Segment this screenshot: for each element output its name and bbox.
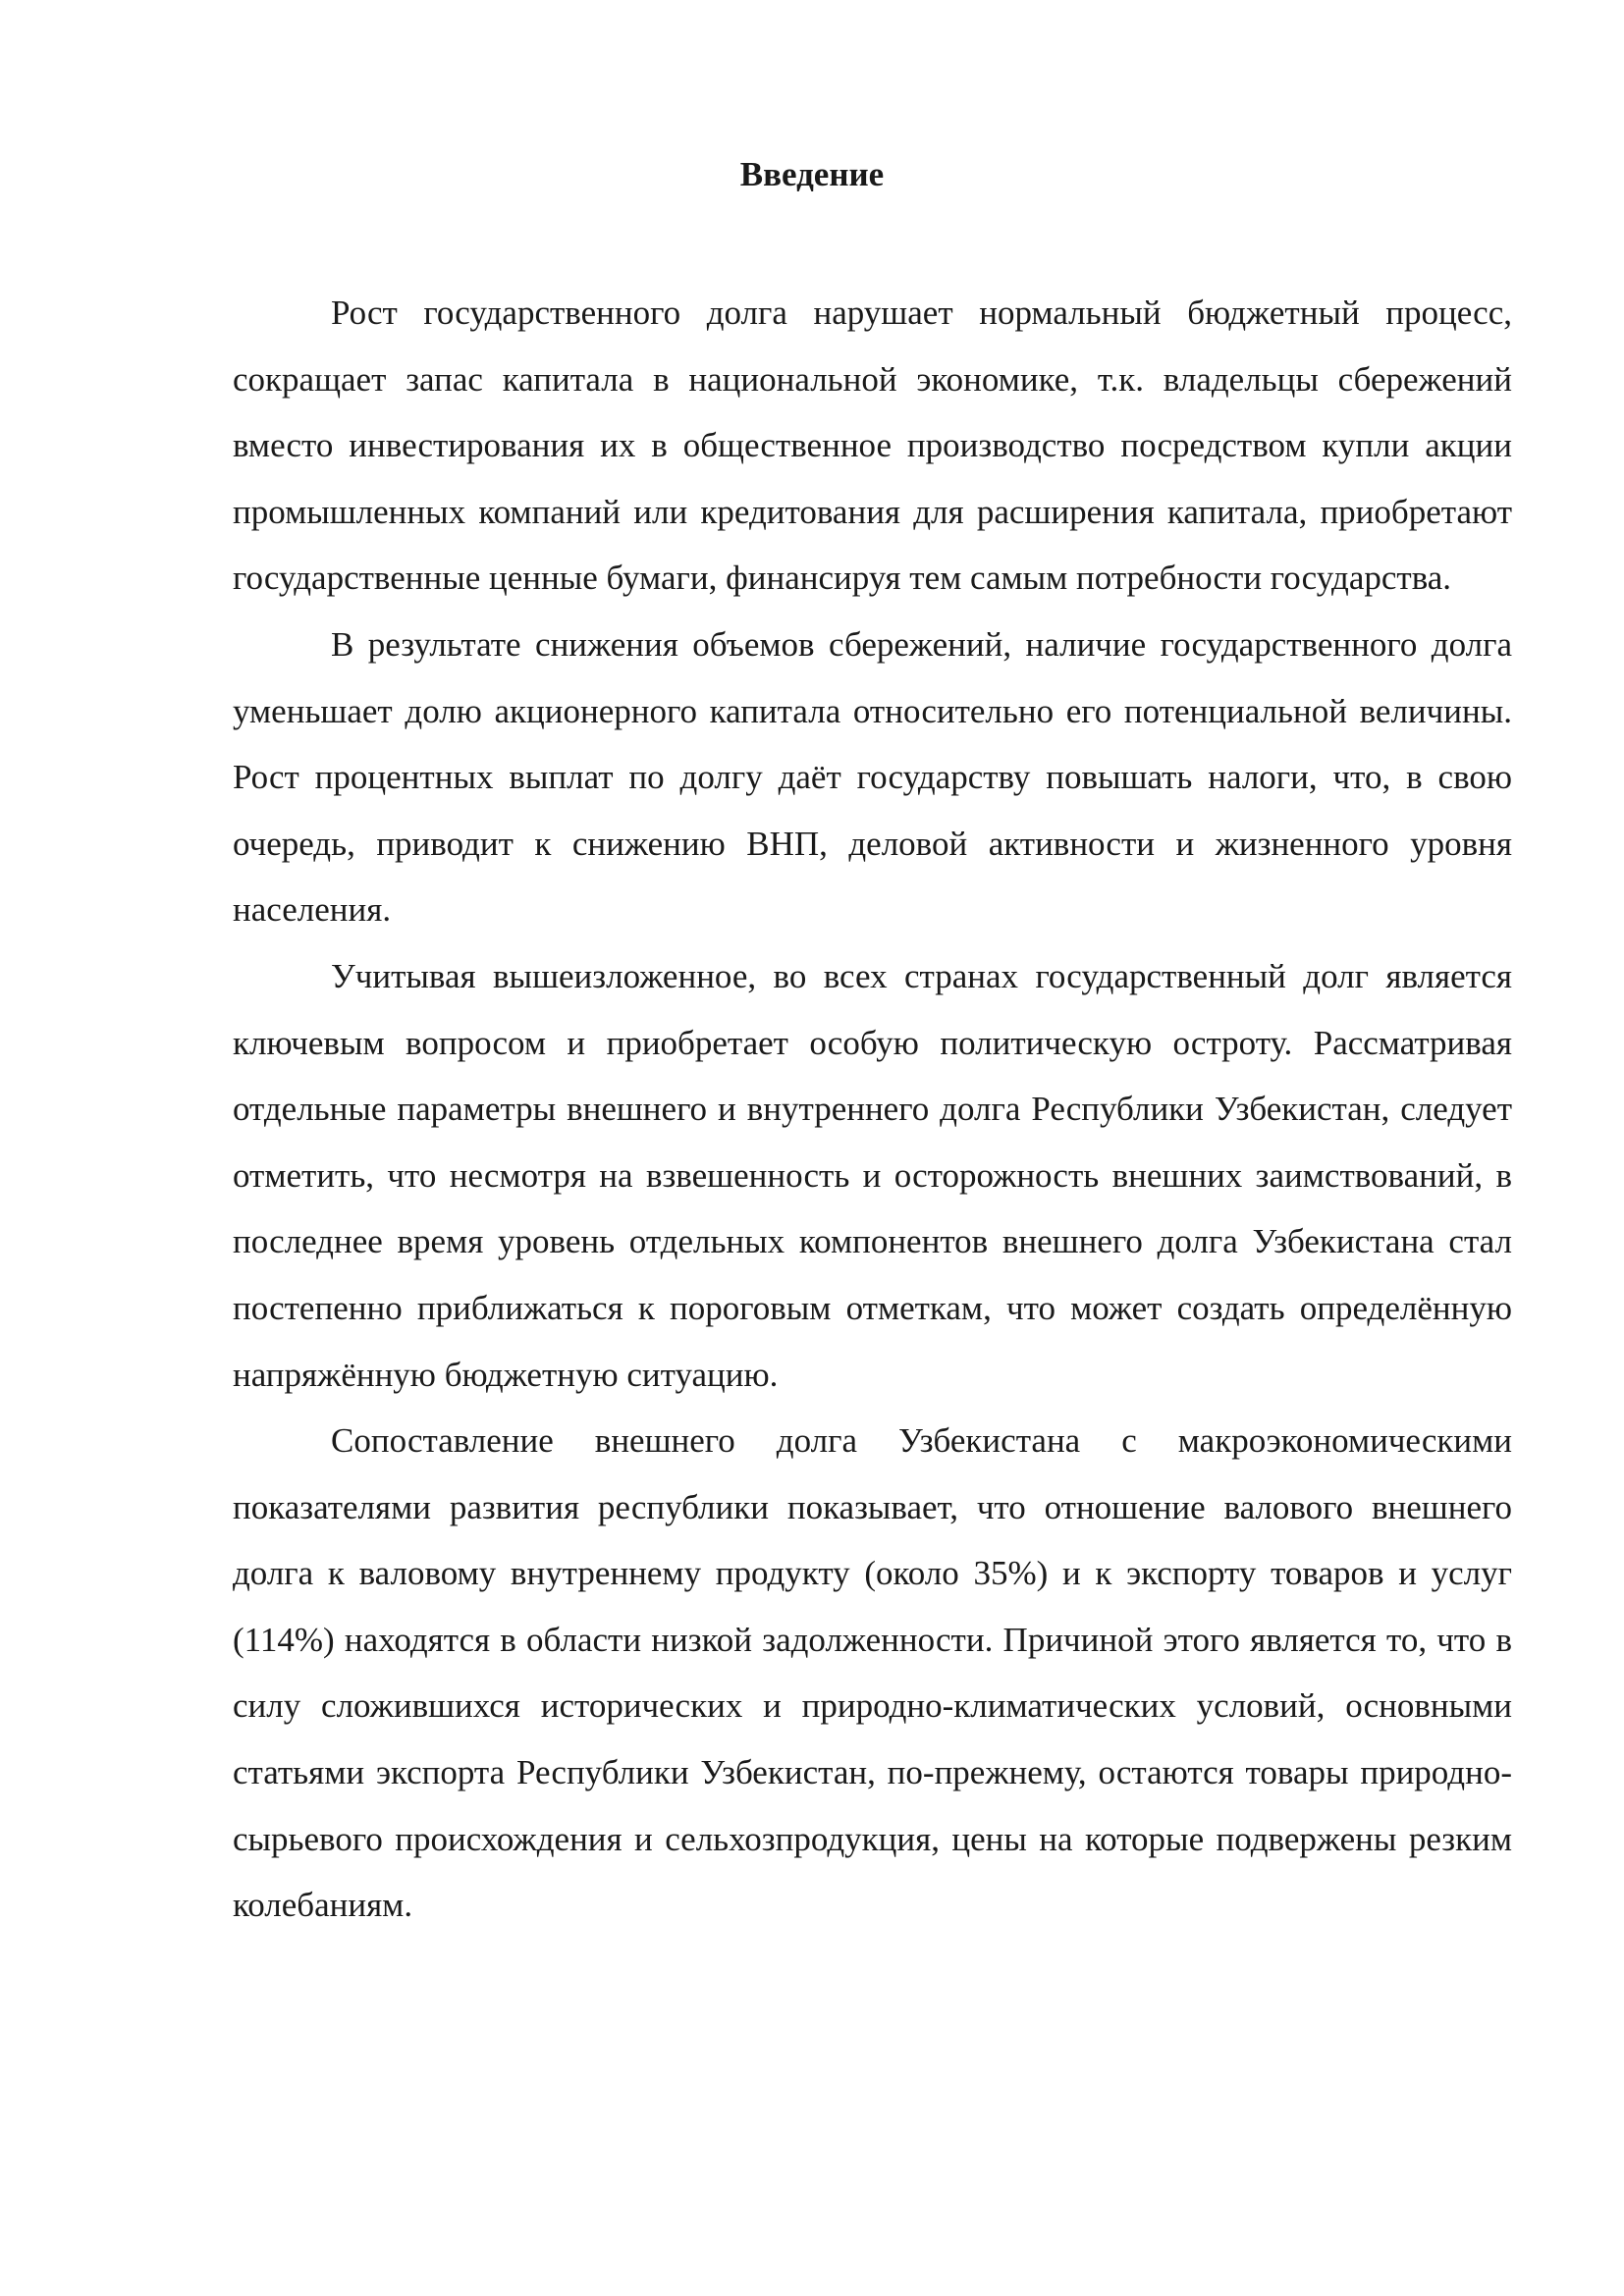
- paragraph-1: Рост государственного долга нарушает нормальный бюджетный процесс, сокращает запас капитала в национальной экономике, т.к. владельцы сбережений вместо инвестирования их в общественное производство посредством купли акции промышленных компаний или кредитования для расширения капитала, приобретают государственные ценные бумаги, финансируя тем самым потребности государства.: [233, 294, 1512, 598]
- paragraph-4: Сопоставление внешнего долга Узбекистана с макроэкономическими показателями развития республики показывает, что отношение валового внешнего долга к валовому внутреннему продукту (около 35%) и к экспорту товаров и услуг (114%) находятся в области низкой задолженности. Причиной этого является то, что в силу сложившихся исторических и природно-климатических условий, основными статьями экспорта Республики Узбекистан, по-прежнему, остаются товары природно-сырьевого происхождения и сельхозпродукция, цены на которые подвержены резким колебаниям.: [233, 1421, 1512, 1925]
- document-body: [233, 280, 1512, 1939]
- page-title: Введение: [739, 155, 885, 193]
- paragraph-2: В результате снижения объемов сбережений, наличие государственного долга уменьшает долю акционерного капитала относительно его потенциальной величины. Рост процентных выплат по долгу даёт государству повышать налоги, что, в свою очередь, приводит к снижению ВНП, деловой активности и жизненного уровня населения.: [233, 624, 1512, 930]
- paragraph-3: Учитывая вышеизложенное, во всех странах государственный долг является ключевым вопросом и приобретает особую политическую остроту. Рассматривая отдельные параметры внешнего и внутреннего долга Республики Узбекистан, следует отметить, что несмотря на взвешенность и осторожность внешних заимствований, в последнее время уровень отдельных компонентов внешнего долга Узбекистана стал постепенно приближаться к пороговым отметкам, что может создать определённую напряжённую бюджетную ситуацию.: [233, 956, 1512, 1394]
